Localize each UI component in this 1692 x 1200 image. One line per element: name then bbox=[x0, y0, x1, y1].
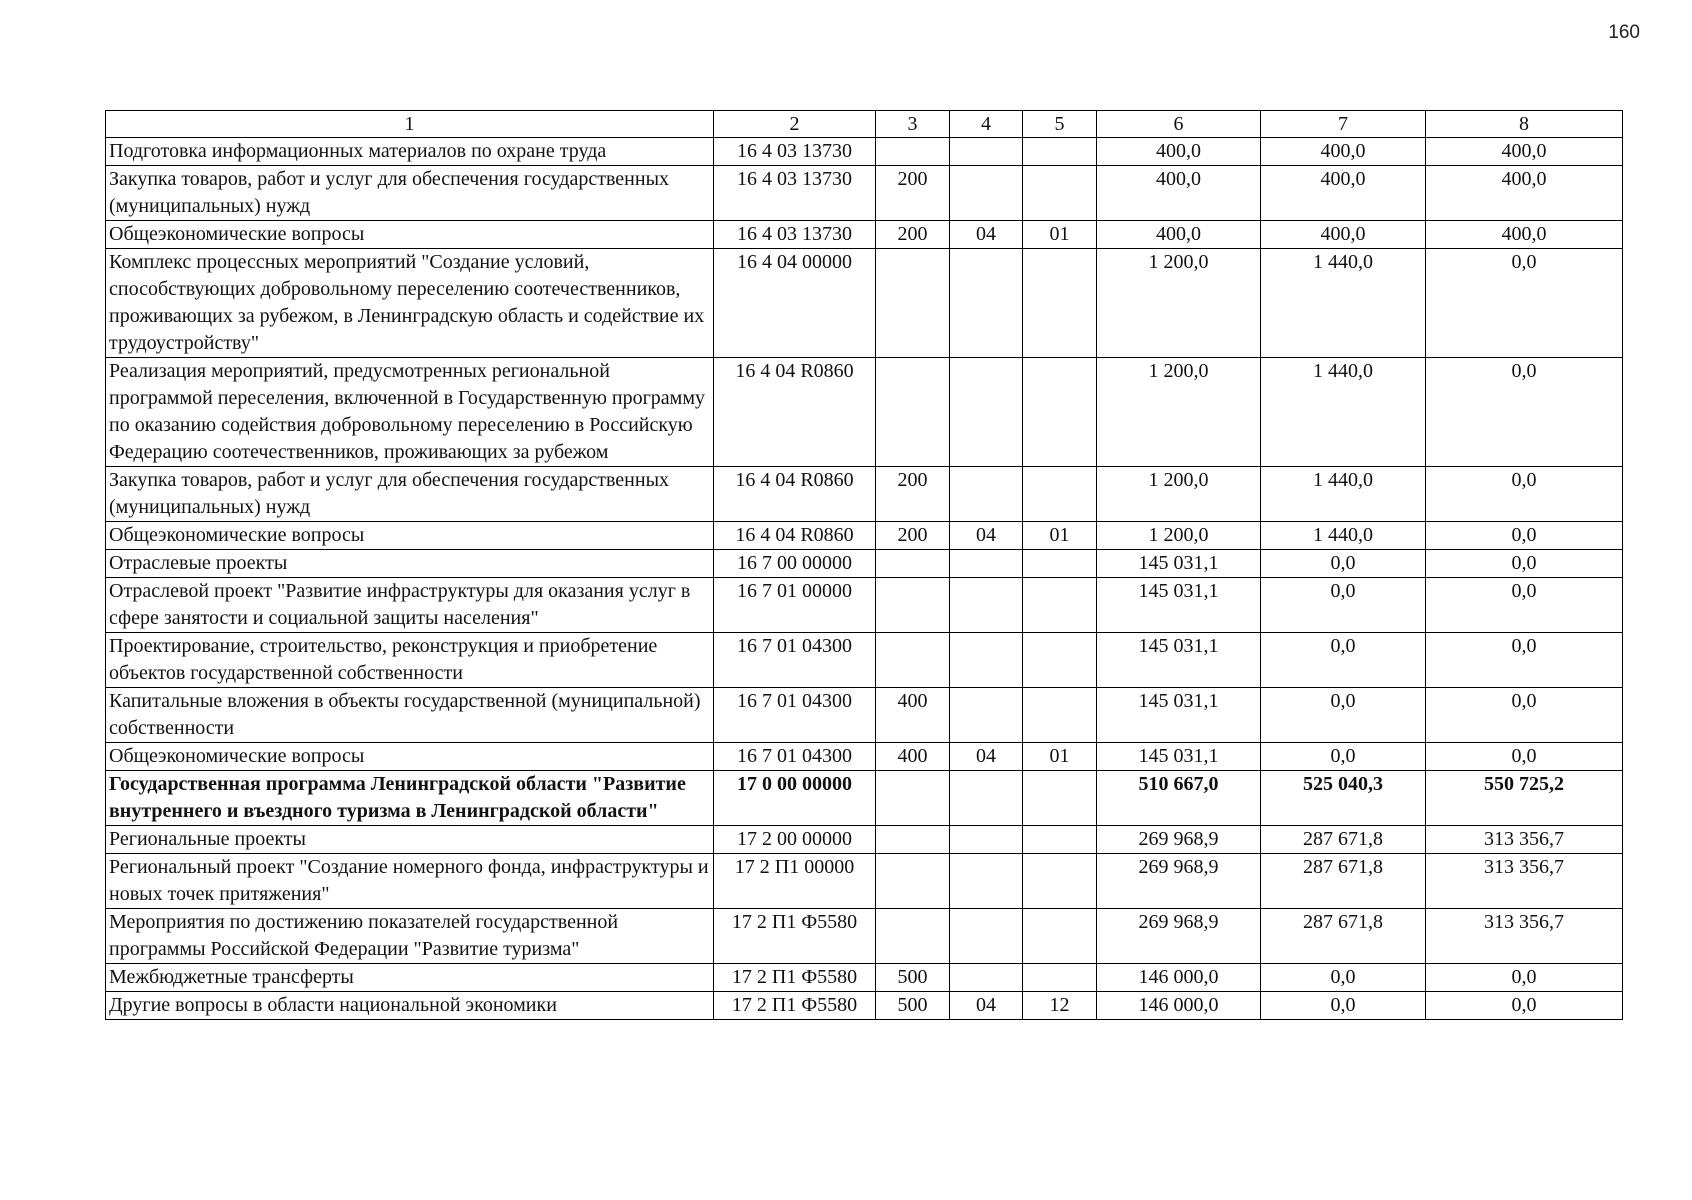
amount-col8-cell: 400,0 bbox=[1426, 166, 1623, 221]
expense-type-cell: 200 bbox=[876, 221, 950, 249]
amount-col6-cell: 269 968,9 bbox=[1097, 826, 1261, 854]
amount-col6-cell: 1 200,0 bbox=[1097, 358, 1261, 467]
table-row bbox=[106, 743, 1623, 771]
section-cell bbox=[950, 826, 1023, 854]
section-cell bbox=[950, 358, 1023, 467]
section-cell: 04 bbox=[950, 743, 1023, 771]
subsection-cell bbox=[1023, 909, 1097, 964]
table-row bbox=[106, 771, 1623, 826]
subsection-cell: 01 bbox=[1023, 743, 1097, 771]
expense-type-cell: 400 bbox=[876, 743, 950, 771]
row-name-cell: Другие вопросы в области национальной экономики bbox=[106, 992, 714, 1020]
subsection-cell bbox=[1023, 633, 1097, 688]
subsection-cell bbox=[1023, 578, 1097, 633]
expense-type-cell bbox=[876, 578, 950, 633]
table-row bbox=[106, 522, 1623, 550]
row-name-cell: Отраслевые проекты bbox=[106, 550, 714, 578]
column-header: 7 bbox=[1261, 111, 1426, 138]
amount-col8-cell: 400,0 bbox=[1426, 221, 1623, 249]
target-code-cell: 16 4 04 00000 bbox=[714, 249, 876, 358]
amount-col6-cell: 146 000,0 bbox=[1097, 992, 1261, 1020]
row-name-cell: Закупка товаров, работ и услуг для обеспечения государственных (муниципальных) нужд bbox=[106, 467, 714, 522]
target-code-cell: 17 2 П1 00000 bbox=[714, 854, 876, 909]
subsection-cell bbox=[1023, 249, 1097, 358]
target-code-cell: 16 7 01 04300 bbox=[714, 688, 876, 743]
target-code-cell: 17 2 00 00000 bbox=[714, 826, 876, 854]
section-cell bbox=[950, 854, 1023, 909]
amount-col6-cell: 269 968,9 bbox=[1097, 909, 1261, 964]
section-cell bbox=[950, 964, 1023, 992]
amount-col7-cell: 0,0 bbox=[1261, 550, 1426, 578]
subsection-cell bbox=[1023, 771, 1097, 826]
target-code-cell: 17 2 П1 Ф5580 bbox=[714, 909, 876, 964]
amount-col8-cell: 0,0 bbox=[1426, 578, 1623, 633]
row-name-cell: Комплекс процессных мероприятий "Создание условий, способствующих добровольному переселению соотечественников, проживающих за рубежом, в Ленинградскую область и содействие их трудоустройству" bbox=[106, 249, 714, 358]
row-name-cell: Отраслевой проект "Развитие инфраструктуры для оказания услуг в сфере занятости и социальной защиты населения" bbox=[106, 578, 714, 633]
subsection-cell bbox=[1023, 358, 1097, 467]
expense-type-cell bbox=[876, 138, 950, 166]
section-cell bbox=[950, 688, 1023, 743]
table-row bbox=[106, 138, 1623, 166]
expense-type-cell: 200 bbox=[876, 522, 950, 550]
target-code-cell: 16 4 03 13730 bbox=[714, 221, 876, 249]
subsection-cell bbox=[1023, 467, 1097, 522]
expense-type-cell bbox=[876, 358, 950, 467]
table-row bbox=[106, 688, 1623, 743]
table-row bbox=[106, 166, 1623, 221]
expense-type-cell bbox=[876, 854, 950, 909]
subsection-cell: 01 bbox=[1023, 221, 1097, 249]
table-row bbox=[106, 826, 1623, 854]
expense-type-cell bbox=[876, 771, 950, 826]
amount-col7-cell: 0,0 bbox=[1261, 688, 1426, 743]
section-cell: 04 bbox=[950, 992, 1023, 1020]
expense-type-cell bbox=[876, 633, 950, 688]
table-header-row bbox=[106, 111, 1623, 138]
section-cell bbox=[950, 633, 1023, 688]
table-row bbox=[106, 550, 1623, 578]
amount-col8-cell: 0,0 bbox=[1426, 992, 1623, 1020]
amount-col8-cell: 0,0 bbox=[1426, 743, 1623, 771]
amount-col7-cell: 0,0 bbox=[1261, 633, 1426, 688]
section-cell bbox=[950, 467, 1023, 522]
amount-col8-cell: 0,0 bbox=[1426, 522, 1623, 550]
row-name-cell: Подготовка информационных материалов по охране труда bbox=[106, 138, 714, 166]
section-cell bbox=[950, 166, 1023, 221]
subsection-cell bbox=[1023, 688, 1097, 743]
target-code-cell: 16 7 01 04300 bbox=[714, 743, 876, 771]
amount-col7-cell: 0,0 bbox=[1261, 578, 1426, 633]
section-cell: 04 bbox=[950, 221, 1023, 249]
column-header: 1 bbox=[106, 111, 714, 138]
amount-col7-cell: 287 671,8 bbox=[1261, 909, 1426, 964]
section-cell bbox=[950, 771, 1023, 826]
target-code-cell: 16 4 03 13730 bbox=[714, 166, 876, 221]
table-row bbox=[106, 909, 1623, 964]
amount-col7-cell: 0,0 bbox=[1261, 743, 1426, 771]
expense-type-cell: 200 bbox=[876, 467, 950, 522]
subsection-cell: 01 bbox=[1023, 522, 1097, 550]
expense-type-cell: 400 bbox=[876, 688, 950, 743]
expense-type-cell: 500 bbox=[876, 964, 950, 992]
amount-col7-cell: 0,0 bbox=[1261, 992, 1426, 1020]
target-code-cell: 16 7 01 00000 bbox=[714, 578, 876, 633]
row-name-cell: Закупка товаров, работ и услуг для обеспечения государственных (муниципальных) нужд bbox=[106, 166, 714, 221]
amount-col6-cell: 400,0 bbox=[1097, 221, 1261, 249]
table-row bbox=[106, 578, 1623, 633]
row-name-cell: Реализация мероприятий, предусмотренных региональной программой переселения, включенной в Государственную программу по оказанию содействия добровольному переселению в Российскую Федерацию соотечественников, проживающих за рубежом bbox=[106, 358, 714, 467]
subsection-cell: 12 bbox=[1023, 992, 1097, 1020]
table-row bbox=[106, 992, 1623, 1020]
amount-col7-cell: 0,0 bbox=[1261, 964, 1426, 992]
column-header: 2 bbox=[714, 111, 876, 138]
section-cell bbox=[950, 550, 1023, 578]
amount-col6-cell: 145 031,1 bbox=[1097, 743, 1261, 771]
target-code-cell: 16 4 04 R0860 bbox=[714, 358, 876, 467]
amount-col7-cell: 287 671,8 bbox=[1261, 826, 1426, 854]
amount-col6-cell: 400,0 bbox=[1097, 138, 1261, 166]
amount-col6-cell: 269 968,9 bbox=[1097, 854, 1261, 909]
budget-table bbox=[105, 110, 1623, 1020]
amount-col7-cell: 400,0 bbox=[1261, 221, 1426, 249]
amount-col7-cell: 287 671,8 bbox=[1261, 854, 1426, 909]
row-name-cell: Региональные проекты bbox=[106, 826, 714, 854]
amount-col8-cell: 400,0 bbox=[1426, 138, 1623, 166]
expense-type-cell bbox=[876, 826, 950, 854]
table-row bbox=[106, 467, 1623, 522]
amount-col7-cell: 400,0 bbox=[1261, 166, 1426, 221]
subsection-cell bbox=[1023, 138, 1097, 166]
target-code-cell: 17 2 П1 Ф5580 bbox=[714, 964, 876, 992]
amount-col8-cell: 0,0 bbox=[1426, 467, 1623, 522]
row-name-cell: Капитальные вложения в объекты государственной (муниципальной) собственности bbox=[106, 688, 714, 743]
target-code-cell: 17 0 00 00000 bbox=[714, 771, 876, 826]
amount-col6-cell: 145 031,1 bbox=[1097, 578, 1261, 633]
amount-col7-cell: 525 040,3 bbox=[1261, 771, 1426, 826]
amount-col6-cell: 145 031,1 bbox=[1097, 688, 1261, 743]
row-name-cell: Общеэкономические вопросы bbox=[106, 743, 714, 771]
amount-col7-cell: 400,0 bbox=[1261, 138, 1426, 166]
row-name-cell: Государственная программа Ленинградской области "Развитие внутреннего и въездного туризма в Ленинградской области" bbox=[106, 771, 714, 826]
amount-col7-cell: 1 440,0 bbox=[1261, 358, 1426, 467]
amount-col8-cell: 0,0 bbox=[1426, 633, 1623, 688]
row-name-cell: Общеэкономические вопросы bbox=[106, 221, 714, 249]
amount-col8-cell: 0,0 bbox=[1426, 688, 1623, 743]
amount-col6-cell: 1 200,0 bbox=[1097, 249, 1261, 358]
row-name-cell: Межбюджетные трансферты bbox=[106, 964, 714, 992]
table-row bbox=[106, 221, 1623, 249]
row-name-cell: Региональный проект "Создание номерного фонда, инфраструктуры и новых точек притяжения" bbox=[106, 854, 714, 909]
amount-col7-cell: 1 440,0 bbox=[1261, 522, 1426, 550]
amount-col7-cell: 1 440,0 bbox=[1261, 467, 1426, 522]
column-header: 8 bbox=[1426, 111, 1623, 138]
amount-col6-cell: 1 200,0 bbox=[1097, 522, 1261, 550]
expense-type-cell bbox=[876, 550, 950, 578]
amount-col8-cell: 313 356,7 bbox=[1426, 826, 1623, 854]
amount-col6-cell: 145 031,1 bbox=[1097, 633, 1261, 688]
target-code-cell: 16 4 04 R0860 bbox=[714, 467, 876, 522]
section-cell: 04 bbox=[950, 522, 1023, 550]
amount-col6-cell: 510 667,0 bbox=[1097, 771, 1261, 826]
subsection-cell bbox=[1023, 964, 1097, 992]
table-row bbox=[106, 249, 1623, 358]
amount-col6-cell: 146 000,0 bbox=[1097, 964, 1261, 992]
table-row bbox=[106, 633, 1623, 688]
table-row bbox=[106, 964, 1623, 992]
section-cell bbox=[950, 578, 1023, 633]
amount-col6-cell: 1 200,0 bbox=[1097, 467, 1261, 522]
table-row bbox=[106, 358, 1623, 467]
target-code-cell: 16 7 00 00000 bbox=[714, 550, 876, 578]
column-header: 5 bbox=[1023, 111, 1097, 138]
column-header: 3 bbox=[876, 111, 950, 138]
amount-col8-cell: 313 356,7 bbox=[1426, 854, 1623, 909]
target-code-cell: 17 2 П1 Ф5580 bbox=[714, 992, 876, 1020]
column-header: 4 bbox=[950, 111, 1023, 138]
row-name-cell: Мероприятия по достижению показателей государственной программы Российской Федерации "Развитие туризма" bbox=[106, 909, 714, 964]
amount-col8-cell: 0,0 bbox=[1426, 964, 1623, 992]
amount-col6-cell: 400,0 bbox=[1097, 166, 1261, 221]
section-cell bbox=[950, 249, 1023, 358]
target-code-cell: 16 4 04 R0860 bbox=[714, 522, 876, 550]
row-name-cell: Общеэкономические вопросы bbox=[106, 522, 714, 550]
target-code-cell: 16 4 03 13730 bbox=[714, 138, 876, 166]
page-number: 160 bbox=[1608, 22, 1640, 43]
expense-type-cell bbox=[876, 909, 950, 964]
column-header: 6 bbox=[1097, 111, 1261, 138]
subsection-cell bbox=[1023, 826, 1097, 854]
expense-type-cell: 200 bbox=[876, 166, 950, 221]
expense-type-cell bbox=[876, 249, 950, 358]
amount-col8-cell: 313 356,7 bbox=[1426, 909, 1623, 964]
section-cell bbox=[950, 909, 1023, 964]
section-cell bbox=[950, 138, 1023, 166]
amount-col8-cell: 0,0 bbox=[1426, 358, 1623, 467]
subsection-cell bbox=[1023, 166, 1097, 221]
amount-col8-cell: 0,0 bbox=[1426, 249, 1623, 358]
subsection-cell bbox=[1023, 854, 1097, 909]
table-row bbox=[106, 854, 1623, 909]
amount-col8-cell: 550 725,2 bbox=[1426, 771, 1623, 826]
amount-col6-cell: 145 031,1 bbox=[1097, 550, 1261, 578]
subsection-cell bbox=[1023, 550, 1097, 578]
expense-type-cell: 500 bbox=[876, 992, 950, 1020]
target-code-cell: 16 7 01 04300 bbox=[714, 633, 876, 688]
row-name-cell: Проектирование, строительство, реконструкция и приобретение объектов государственной собственности bbox=[106, 633, 714, 688]
amount-col7-cell: 1 440,0 bbox=[1261, 249, 1426, 358]
amount-col8-cell: 0,0 bbox=[1426, 550, 1623, 578]
